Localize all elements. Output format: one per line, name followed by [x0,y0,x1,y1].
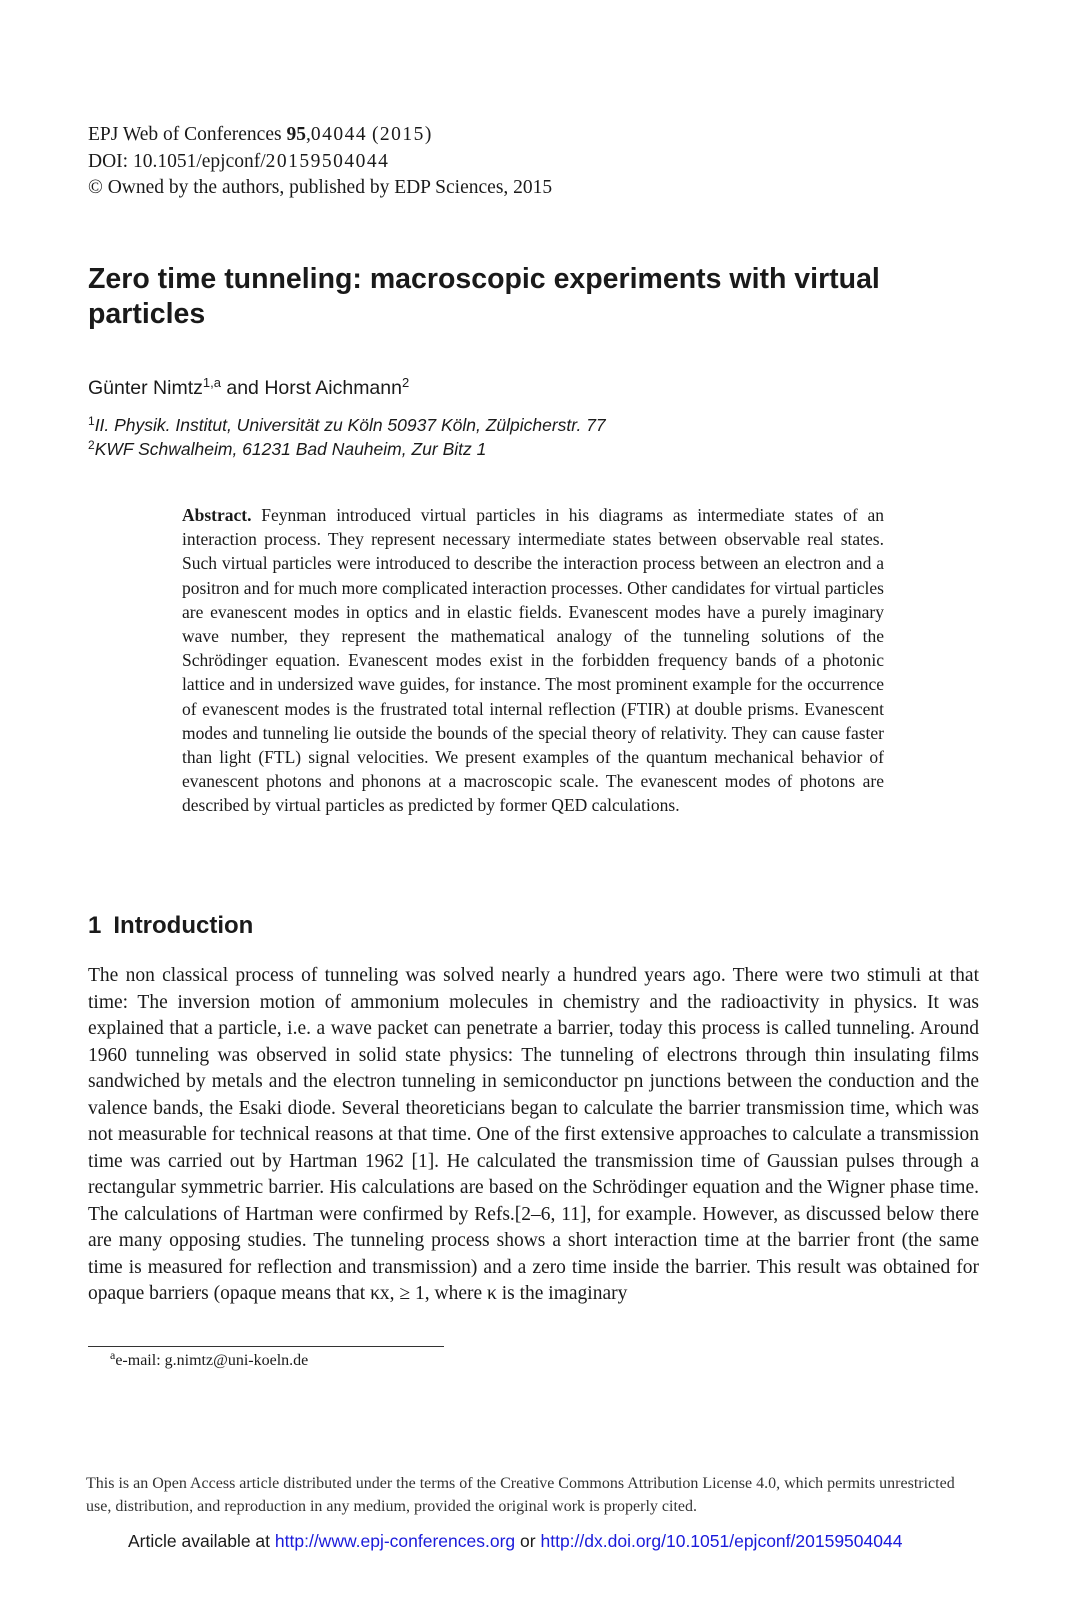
journal-name: EPJ Web of Conferences [88,124,282,145]
epj-conferences-link[interactable]: http://www.epj-conferences.org [274,1531,516,1551]
availability-joiner: or [520,1531,536,1551]
body-paragraph: The non classical process of tunneling was solved nearly a hundred years ago. There were two stimuli at that time: The inversion motion of ammonium molecules in chemistry and the radioactivity in physics. It was explained that a particle, i.e. a wave packet can penetrate a barrier, today this process is called tunneling. Around 1960 tunneling was observed in solid state physics: The tunneling of electrons through thin insulating films sandwiched by metals and the electron tunneling in semiconductor pn junctions between the conduction and the valence bands, the Esaki diode. Several theoreticians began to calculate the barrier transmission time, which was not measurable for technical reasons at that time. One of the first extensive approaches to calculate a transmission time was carried out by Hartman 1962 [1]. He calculated the transmission time of Gaussian pulses through a rectangular symmetric barrier. His calculations are based on the Schrödinger equation and the Wigner phase time. The calculations of Hartman were confirmed by Refs.[2–6, 11], for example. However, as discussed below there are many opposing studies. The tunneling process shows a short interaction time at the barrier front (the same time is measured for reflection and transmission) and a zero time inside the barrier. This result was obtained for opaque barriers (opaque means that κx, ≥ 1, where κ is the imaginary [88,965,979,1304]
author-name: Günter Nimtz [88,377,203,399]
availability-prefix: Article available at [128,1531,271,1551]
journal-volume: 95 [286,124,306,145]
footnote-divider [88,1346,444,1347]
doi-line [88,149,552,176]
author-affiliation-mark: 1,a [202,375,221,390]
journal-header [88,122,552,202]
section-heading [88,910,253,942]
license-notice: This is an Open Access article distributed under the terms of the Creative Commons Attribution License 4.0, which permits unrestricted use, distribution, and reproduction in any medium, provided the original work is properly cited. [86,1475,955,1515]
affiliation-number: 2 [88,438,95,452]
journal-year: (2015) [371,124,433,145]
author-name: Horst Aichmann [264,377,402,399]
footnote-email: e-mail: g.nimtz@uni-koeln.de [115,1352,309,1369]
affiliation-text: KWF Schwalheim, 61231 Bad Nauheim, Zur Bitz 1 [94,439,487,459]
footnote-mark: a [110,1348,116,1362]
doi-suffix: 20159504044 [265,150,390,172]
abstract-text: Feynman introduced virtual particles in his diagrams as intermediate states of an interaction process. They represent necessary intermediate states between observable real states. Such virtual particles were introduced to describe the interaction process between an electron and a positron and for much more complicated interaction processes. Other candidates for virtual particles are evanescent modes in optics and in elastic fields. Evanescent modes have a purely imaginary wave number, they represent the mathematical analogy of the tunneling solutions of the Schrödinger equation. Evanescent modes exist in the forbidden frequency bands of a photonic lattice and in undersized wave guides, for instance. The most prominent example for the occurrence of evanescent modes is the frustrated total internal reflection (FTIR) at double prisms. Evanescent modes and tunneling lie outside the bounds of the special theory of relativity. They can cause faster than light (FTL) signal velocities. We present examples of the quantum mechanical behavior of evanescent photons and phonons at a macroscopic scale. The evanescent modes of photons are described by virtual particles as predicted by former QED calculations. [182,505,884,816]
section-title: Introduction [113,912,254,939]
abstract [182,503,884,818]
affiliation-list [88,413,606,461]
footnote [110,1350,308,1372]
affiliation-item [88,437,606,461]
doi-link[interactable]: http://dx.doi.org/10.1051/epjconf/20159504044 [540,1531,903,1551]
author-list [88,375,409,401]
section-number: 1 [88,912,102,939]
author-affiliation-mark: 2 [401,375,410,390]
abstract-label: Abstract. [182,505,252,525]
paper-title: Zero time tunneling: macroscopic experiments with virtual particles [88,263,880,330]
article-number: 04044 [310,124,368,145]
affiliation-item [88,413,606,437]
availability-line [128,1529,902,1553]
affiliation-text: II. Physik. Institut, Universität zu Köln 50937 Köln, Zülpicherstr. 77 [94,415,606,435]
author-joiner: and [226,377,259,399]
doi-prefix: DOI: 10.1051/epjconf/ [88,150,266,172]
journal-citation: EPJ Web of Conferences 95,04044 (2015) [88,124,433,145]
copyright-line: © Owned by the authors, published by EDP Sciences, 2015 [88,177,553,198]
affiliation-number: 1 [88,414,95,428]
